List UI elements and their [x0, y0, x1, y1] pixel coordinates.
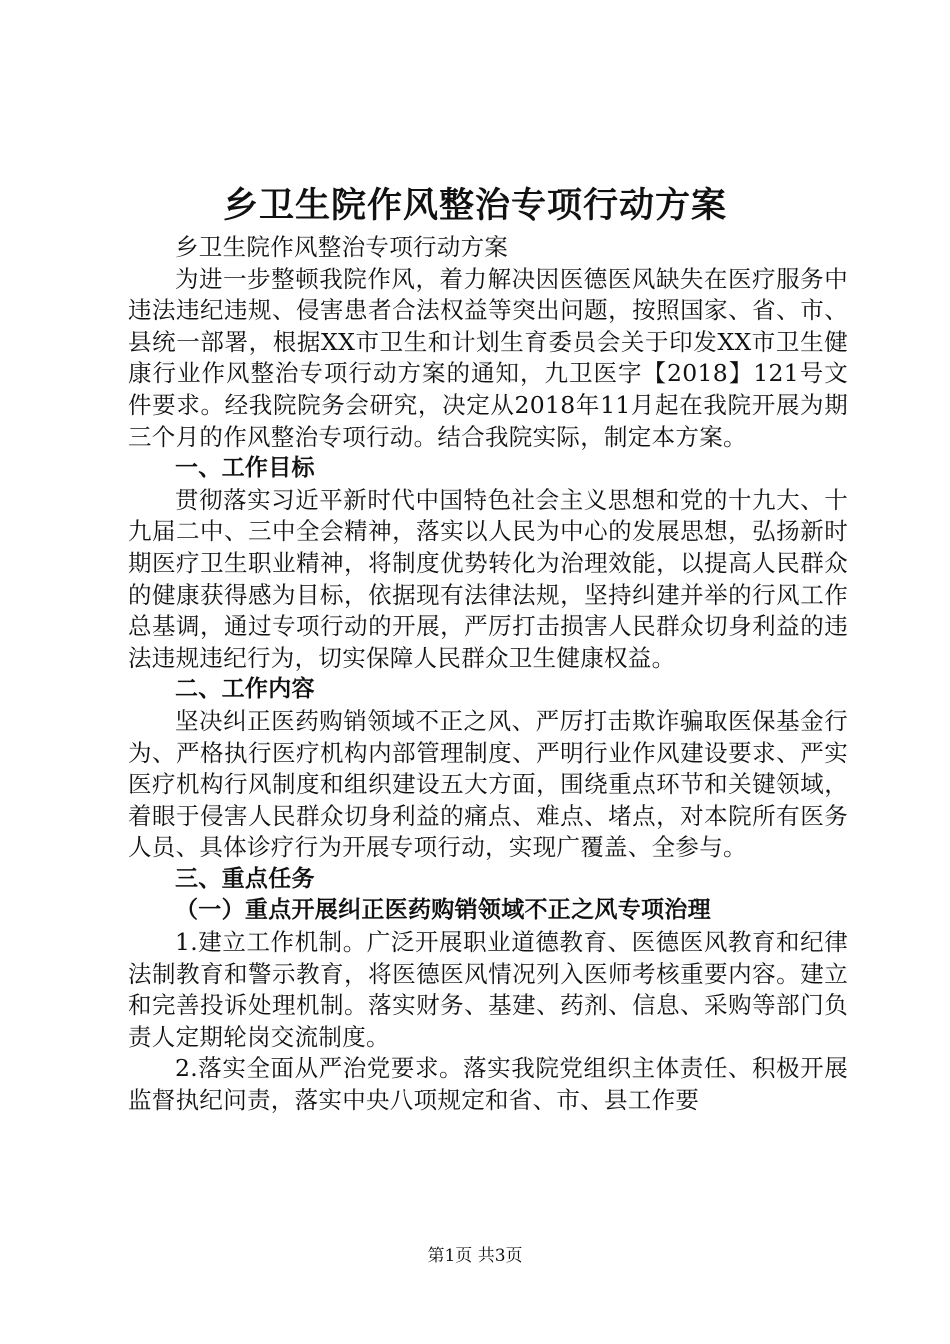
section-heading-goals: 一、工作目标: [175, 455, 315, 482]
document-title: 乡卫生院作风整治专项行动方案: [222, 185, 727, 226]
document-body: [128, 232, 848, 1117]
paragraph-intro: 为进一步整顿我院作风，着力解决因医德医风缺失在医疗服务中违法违纪违规、侵害患者合法权益等突出问题，按照国家、省、市、县统一部署，根据XX市卫生和计划生育委员会关于印发XX市卫生健康行业作风整治专项行动方案的通知，九卫医字【2018】121号文件要求。经我院院务会研究，决定从2018年11月起在我院开展为期三个月的作风整治专项行动。结合我院实际，制定本方案。: [128, 264, 848, 451]
subsection-heading-1: （一）重点开展纠正医药购销领域不正之风专项治理: [175, 897, 711, 924]
paragraph-goals: 贯彻落实习近平新时代中国特色社会主义思想和党的十九大、十九届二中、三中全会精神，落实以人民为中心的发展思想，弘扬新时期医疗卫生职业精神，将制度优势转化为治理效能，以提高人民群众的健康获得感为目标，依据现有法律法规，坚持纠建并举的行风工作总基调，通过专项行动的开展，严厉打击损害人民群众切身利益的违法违规违纪行为，切实保障人民群众卫生健康权益。: [128, 485, 848, 672]
section-heading-tasks: 三、重点任务: [175, 865, 315, 892]
paragraph-task-1: 1.建立工作机制。广泛开展职业道德教育、医德医风教育和纪律法制教育和警示教育，将医德医风情况列入医师考核重要内容。建立和完善投诉处理机制。落实财务、基建、药剂、信息、采购等部门负责人定期轮岗交流制度。: [128, 928, 848, 1051]
paragraph-task-2: 2.落实全面从严治党要求。落实我院党组织主体责任、积极开展监督执纪问责，落实中央八项规定和省、市、县工作要: [128, 1054, 848, 1115]
section-heading-content: 二、工作内容: [175, 676, 315, 703]
paragraph-content: 坚决纠正医药购销领域不正之风、严厉打击欺诈骗取医保基金行为、严格执行医疗机构内部管理制度、严明行业作风建设要求、严实医疗机构行风制度和组织建设五大方面，围绕重点环节和关键领域，着眼于侵害人民群众切身利益的痛点、难点、堵点，对本院所有医务人员、具体诊疗行为开展专项行动，实现广覆盖、全参与。: [128, 706, 848, 862]
page-footer: 第1页 共3页: [427, 1246, 523, 1266]
paragraph-subtitle: 乡卫生院作风整治专项行动方案: [175, 233, 509, 261]
